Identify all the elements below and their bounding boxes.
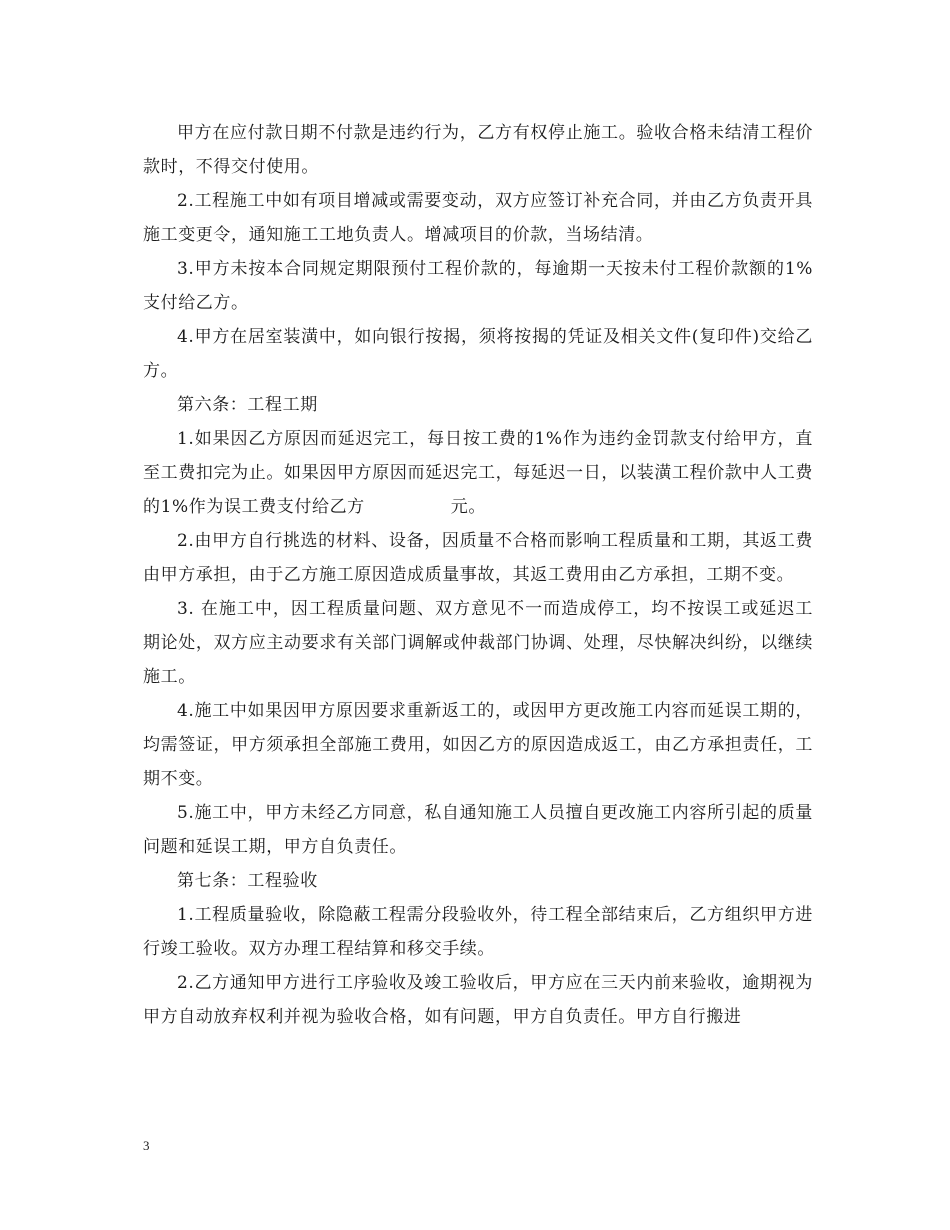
clause-paragraph: 5.施工中，甲方未经乙方同意，私自通知施工人员擅自更改施工内容所引起的质量问题和延误工期，甲方自负责任。 [143,803,813,857]
clause-paragraph: 3. 在施工中，因工程质量问题、双方意见不一而造成停工，均不按误工或延迟工期论处，双方应主动要求有关部门调解或仲裁部门协调、处理，尽快解决纠纷，以继续施工。 [143,599,813,687]
section-heading: 第七条：工程验收 [177,871,318,891]
clause-paragraph: 2.由甲方自行挑选的材料、设备，因质量不合格而影响工程质量和工期，其返工费由甲方承担，由于乙方施工原因造成质量事故，其返工费用由乙方承担，工期不变。 [143,531,813,585]
clause-paragraph: 4.甲方在居室装潢中，如向银行按揭，须将按揭的凭证及相关文件(复印件)交给乙方。 [143,327,813,381]
clause-paragraph: 2.工程施工中如有项目增减或需要变动，双方应签订补充合同，并由乙方负责开具施工变更令，通知施工工地负责人。增减项目的价款，当场结清。 [143,191,813,245]
clause-paragraph: 1.工程质量验收，除隐蔽工程需分段验收外，待工程全部结束后，乙方组织甲方进行竣工验收。双方办理工程结算和移交手续。 [143,905,813,959]
section-heading: 第六条：工程工期 [177,395,318,415]
document-body [143,116,813,1034]
clause-paragraph: 2.乙方通知甲方进行工序验收及竣工验收后，甲方应在三天内前来验收，逾期视为甲方自动放弃权利并视为验收合格，如有问题，甲方自负责任。甲方自行搬进 [143,973,813,1027]
clause-text-end: 元。 [450,497,486,517]
clause-text: 1.如果因乙方原因而延迟完工，每日按工费的1%作为违约金罚款支付给甲方，直至工费扣完为止。如果因甲方原因而延迟完工，每延迟一日，以装潢工程价款中人工费的1%作为误工费支付给乙方 [143,429,813,517]
clause-paragraph: 4.施工中如果因甲方原因要求重新返工的，或因甲方更改施工内容而延误工期的，均需签证，甲方须承担全部施工费用，如因乙方的原因造成返工，由乙方承担责任，工期不变。 [143,701,813,789]
clause-paragraph: 3.甲方未按本合同规定期限预付工程价款的，每逾期一天按未付工程价款额的1%支付给乙方。 [143,259,813,313]
clause-paragraph: 甲方在应付款日期不付款是违约行为，乙方有权停止施工。验收合格未结清工程价款时，不得交付使用。 [143,123,813,177]
page-number: 3 [143,1138,150,1153]
clause-paragraph [143,422,813,524]
